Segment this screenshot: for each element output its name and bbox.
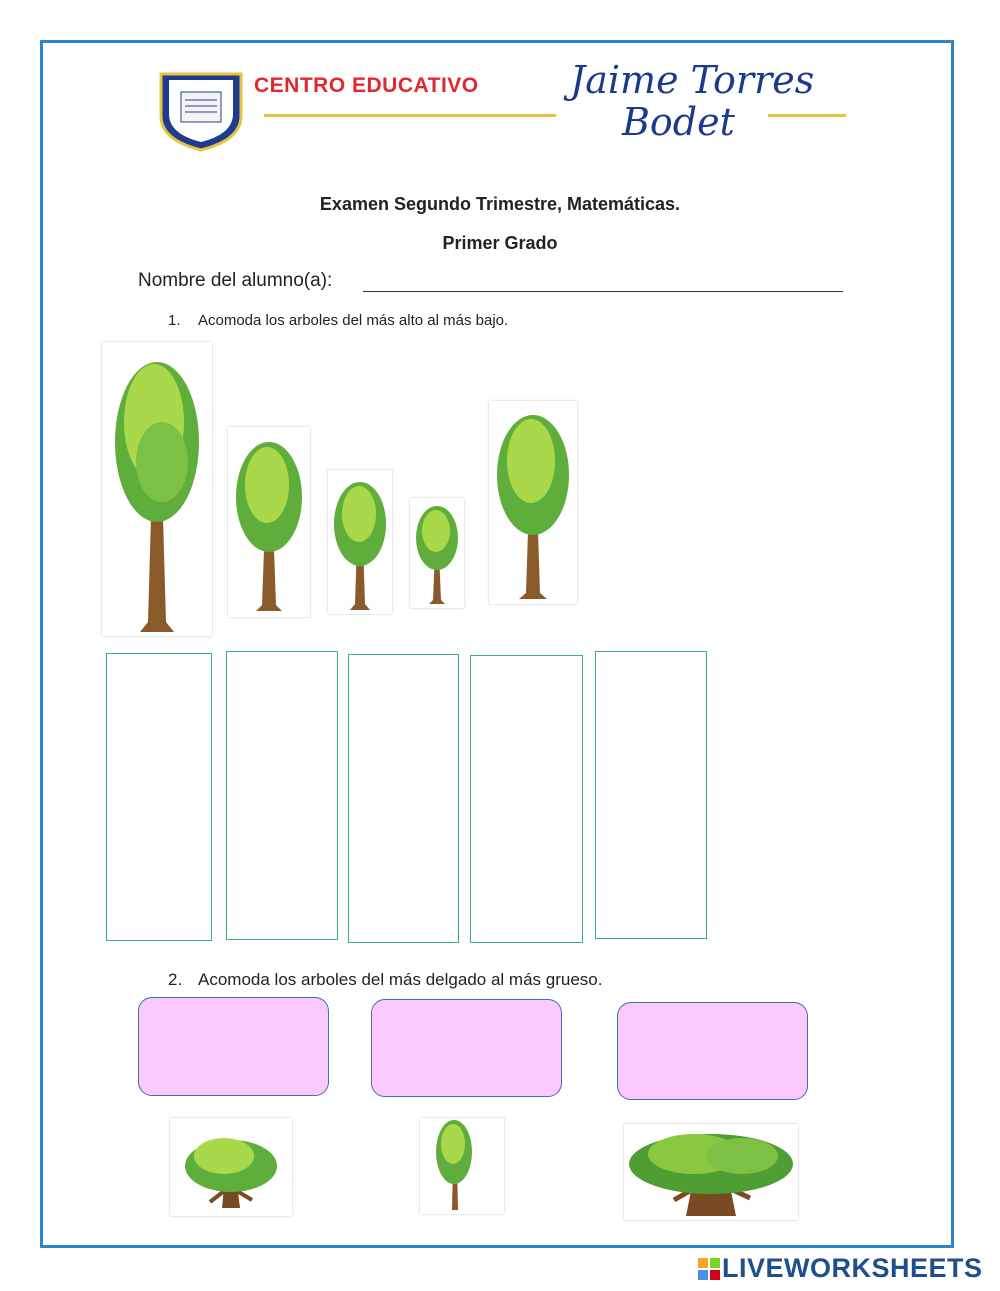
liveworksheets-logo-text: LIVEWORKSHEETS xyxy=(722,1253,983,1283)
tree-icon xyxy=(328,470,392,614)
drop-box-1[interactable] xyxy=(106,653,212,941)
tree-card-3[interactable] xyxy=(328,470,392,614)
tree-icon xyxy=(410,498,464,608)
drop-box-2[interactable] xyxy=(226,651,338,940)
exam-title: Examen Segundo Trimestre, Matemáticas. xyxy=(319,194,681,214)
tree-card-5[interactable] xyxy=(489,401,577,604)
school-name-line1: Jaime Torres xyxy=(570,58,815,102)
drop-box-pink-3[interactable] xyxy=(617,1002,808,1100)
school-label: CENTRO EDUCATIVO xyxy=(254,74,479,97)
tree-icon xyxy=(489,401,577,604)
tree-icon xyxy=(228,427,310,617)
tree-card-thick[interactable] xyxy=(624,1124,798,1220)
thin-tree-icon xyxy=(420,1118,504,1214)
drop-box-4[interactable] xyxy=(470,655,583,943)
exam-grade: Primer Grado xyxy=(442,233,558,253)
tree-card-medium[interactable] xyxy=(170,1118,292,1216)
round-tree-icon xyxy=(170,1118,292,1216)
tree-card-4[interactable] xyxy=(410,498,464,608)
school-crest-icon xyxy=(155,68,247,152)
student-name-line[interactable] xyxy=(363,291,843,292)
school-name-line2: Bodet xyxy=(622,100,735,144)
tree-card-2[interactable] xyxy=(228,427,310,617)
drop-box-pink-1[interactable] xyxy=(138,997,329,1096)
gold-divider xyxy=(768,114,846,117)
question-2-text: Acomoda los arboles del más delgado al más grueso. xyxy=(198,970,603,989)
student-name-label: Nombre del alumno(a): xyxy=(138,270,333,291)
drop-box-5[interactable] xyxy=(595,651,707,939)
gold-divider xyxy=(264,114,556,117)
wide-tree-icon xyxy=(624,1124,798,1220)
liveworksheets-icon xyxy=(698,1258,720,1280)
drop-box-3[interactable] xyxy=(348,654,459,943)
tree-card-thin[interactable] xyxy=(420,1118,504,1214)
tall-tree-icon xyxy=(102,342,212,636)
question-2-number: 2. xyxy=(168,970,183,989)
drop-box-pink-2[interactable] xyxy=(371,999,562,1097)
question-1-number: 1. xyxy=(168,312,181,329)
tree-card-1[interactable] xyxy=(102,342,212,636)
question-1-text: Acomoda los arboles del más alto al más bajo. xyxy=(198,312,509,329)
